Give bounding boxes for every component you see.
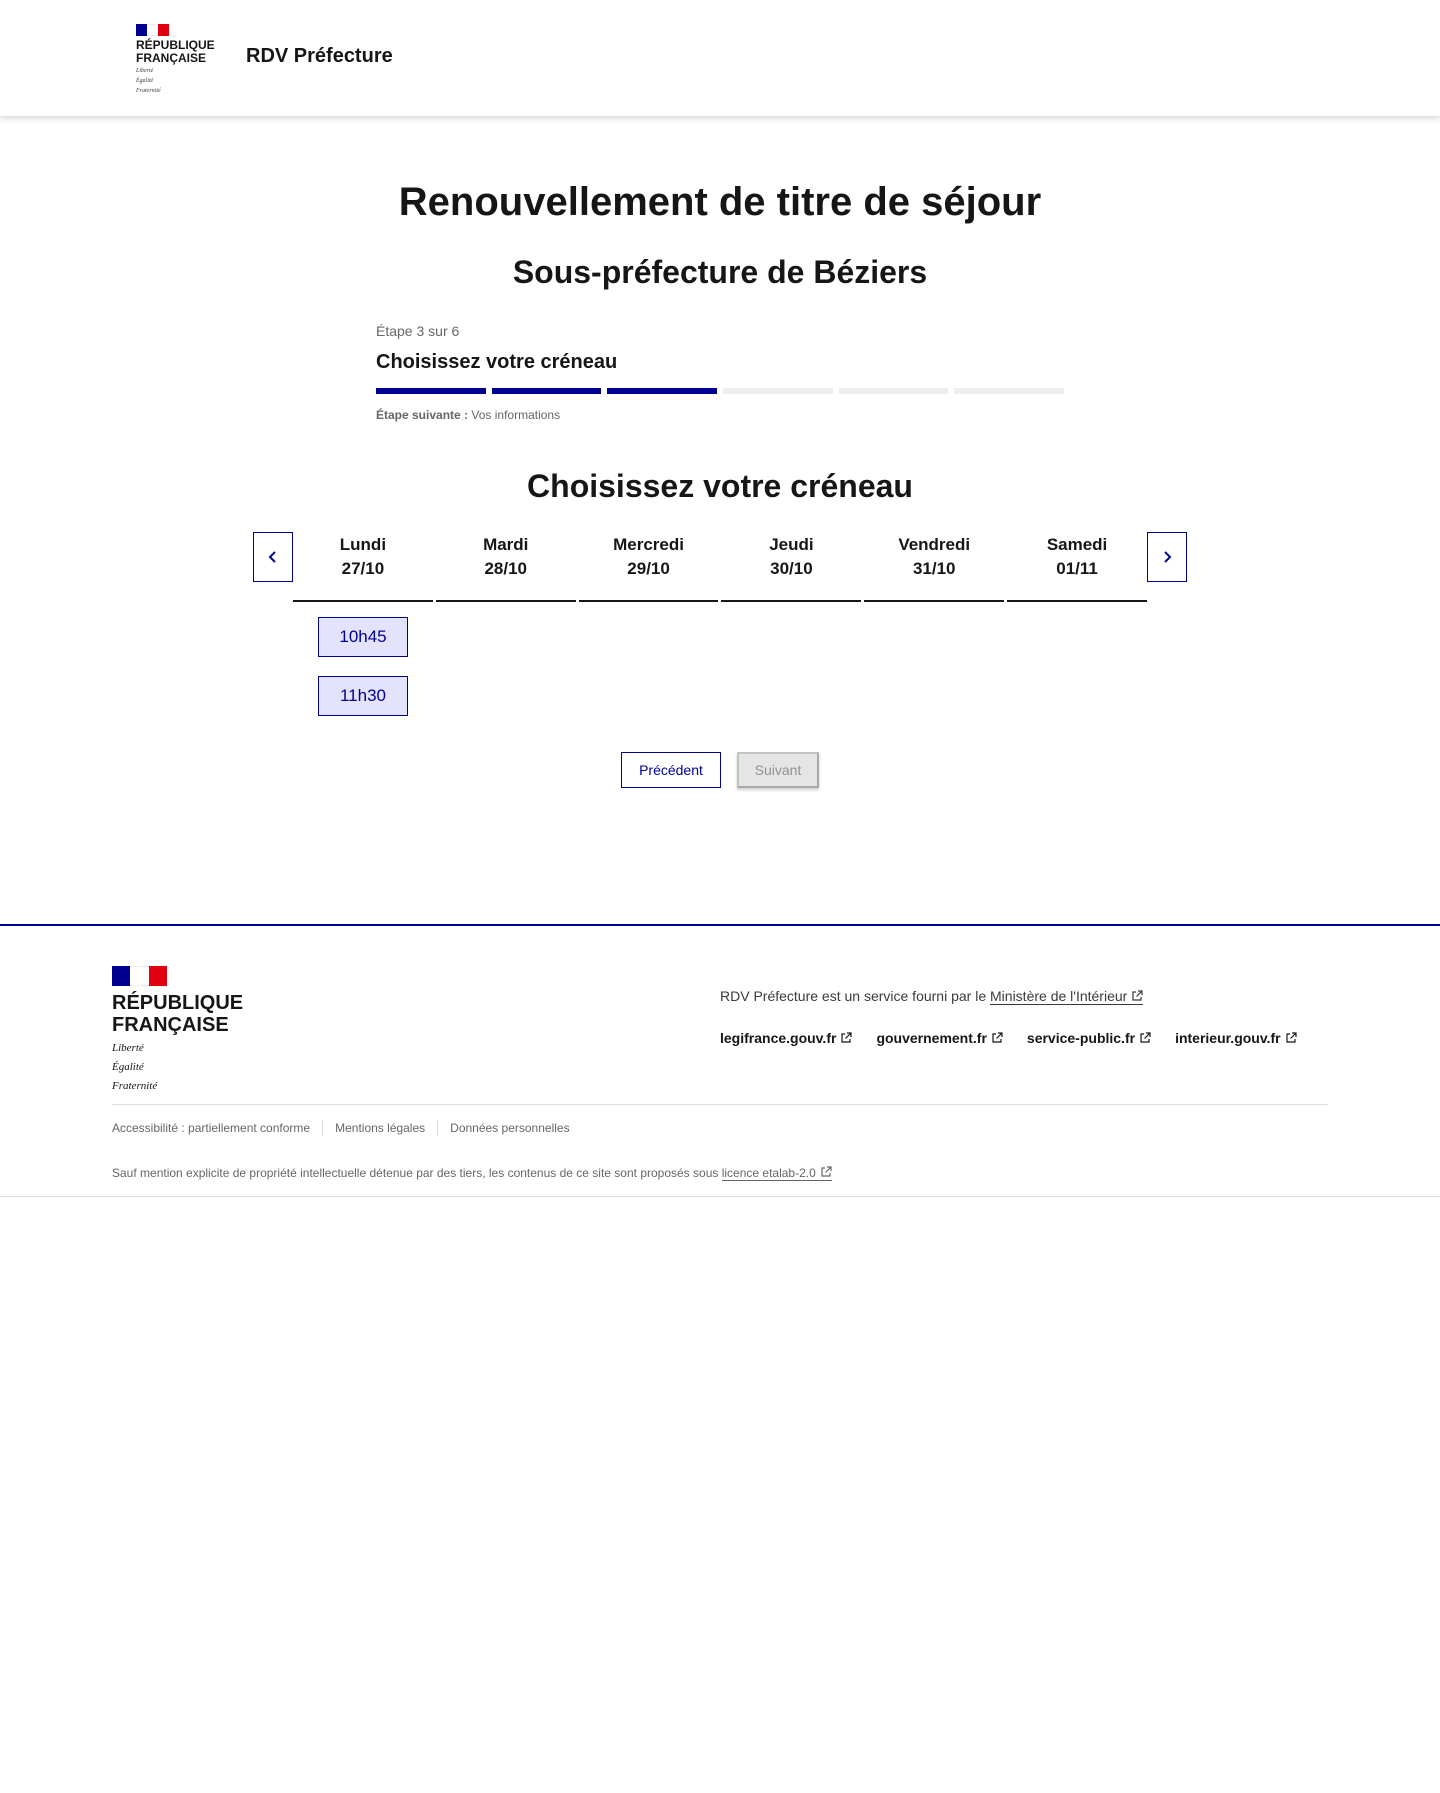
page-subtitle: Sous-préfecture de Béziers	[512, 254, 928, 290]
stepper-current-title: Choisissez votre créneau	[376, 351, 618, 373]
interieur-link[interactable]	[1175, 1030, 1297, 1046]
footer-divider	[112, 1104, 1328, 1105]
day-column-1	[436, 532, 576, 602]
accessibility-link[interactable]: Accessibilité : partiellement conforme	[112, 1121, 311, 1135]
day-date: 30/10	[770, 559, 813, 578]
stepper-progress	[376, 388, 1064, 394]
stepper-bar-1	[376, 388, 486, 394]
footer-description	[720, 988, 1143, 1004]
service-public-link-label: service-public.fr	[1026, 1030, 1136, 1046]
day-name: Samedi	[1046, 535, 1108, 554]
etalab-license-link[interactable]	[722, 1166, 832, 1181]
external-link-icon	[1285, 1032, 1297, 1044]
chevron-right-icon	[1161, 551, 1173, 563]
footer-republique-francaise-logo[interactable]	[112, 966, 262, 1093]
day-date: 01/11	[1056, 559, 1098, 578]
day-date: 31/10	[912, 559, 956, 578]
footer-bottom-links	[112, 1120, 570, 1136]
footer-desc-text: RDV Préfecture est un service fourni par le	[720, 988, 987, 1004]
footer-gov-links	[720, 1030, 1297, 1046]
day-name: Mercredi	[613, 535, 684, 554]
external-link-icon	[1139, 1032, 1151, 1044]
legifrance-link[interactable]	[720, 1030, 852, 1046]
day-column-2	[579, 532, 719, 602]
stepper-bar-4	[723, 388, 833, 394]
interieur-link-label: interieur.gouv.fr	[1175, 1030, 1281, 1046]
previous-week-button[interactable]	[253, 532, 293, 582]
stepper-bar-2	[492, 388, 602, 394]
day-name: Mardi	[483, 535, 529, 554]
logo-text-line2: FRANÇAISE	[136, 51, 207, 65]
republique-francaise-logo[interactable]	[136, 24, 216, 95]
footer-motto-liberte: Liberté	[112, 1042, 144, 1054]
stepper-bar-3	[607, 388, 717, 394]
site-footer	[0, 924, 1440, 1197]
personal-data-link[interactable]: Données personnelles	[450, 1121, 570, 1135]
chevron-left-icon	[267, 551, 279, 563]
service-title[interactable]: RDV Préfecture	[246, 45, 393, 67]
stepper-bar-6	[954, 388, 1064, 394]
next-button[interactable]: Suivant	[737, 752, 819, 788]
day-name: Lundi	[339, 535, 387, 554]
legal-notice-link[interactable]: Mentions légales	[335, 1121, 426, 1135]
motto-fraternite: Fraternité	[136, 88, 161, 94]
stepper-state: Étape 3 sur 6	[376, 323, 460, 339]
link-separator	[437, 1120, 438, 1136]
external-link-icon	[820, 1166, 832, 1178]
external-link-icon	[991, 1032, 1003, 1044]
footer-license	[112, 1166, 832, 1180]
logo-text-line1: RÉPUBLIQUE	[136, 38, 215, 52]
previous-button[interactable]: Précédent	[621, 752, 721, 788]
day-column-0	[293, 532, 433, 602]
day-column-5	[1007, 532, 1147, 602]
day-date: 28/10	[484, 559, 528, 578]
etalab-license-label: licence etalab-2.0	[721, 1166, 816, 1180]
legifrance-link-label: legifrance.gouv.fr	[720, 1030, 837, 1046]
link-separator	[322, 1120, 323, 1136]
day-name: Vendredi	[898, 535, 971, 554]
footer-logo-text-line1: RÉPUBLIQUE	[112, 992, 244, 1014]
next-week-button[interactable]	[1147, 532, 1187, 582]
day-date: 29/10	[627, 559, 670, 578]
footer-logo-text-line2: FRANÇAISE	[112, 1014, 229, 1036]
site-header	[0, 0, 1440, 116]
footer-motto-egalite: Égalité	[112, 1061, 144, 1073]
footer-motto-fraternite: Fraternité	[112, 1080, 158, 1092]
external-link-icon	[840, 1032, 852, 1044]
slots-section-title: Choisissez votre créneau	[527, 468, 913, 504]
ministere-link-label: Ministère de l'Intérieur	[990, 988, 1128, 1004]
service-public-link[interactable]	[1027, 1030, 1151, 1046]
day-date: 27/10	[341, 559, 385, 578]
motto-egalite: Égalité	[136, 78, 154, 84]
marianne-flag-icon	[136, 24, 169, 36]
stepper-bar-5	[839, 388, 949, 394]
motto-liberte: Liberté	[136, 68, 154, 74]
day-name: Jeudi	[769, 535, 814, 554]
gouvernement-link-label: gouvernement.fr	[876, 1030, 987, 1046]
time-slot-button[interactable]: 10h45	[318, 617, 408, 657]
external-link-icon	[1131, 990, 1143, 1002]
marianne-flag-icon	[112, 966, 167, 986]
stepper	[376, 323, 1064, 422]
license-text: Sauf mention explicite de propriété intellectuelle détenue par des tiers, les contenus de ce site sont proposés sous	[112, 1166, 719, 1180]
days-header	[293, 532, 1147, 602]
day-column-4	[864, 532, 1004, 602]
ministere-link[interactable]	[990, 988, 1143, 1005]
stepper-next-value: Vos informations	[471, 408, 561, 422]
gouvernement-link[interactable]	[876, 1030, 1002, 1046]
time-slot-button[interactable]: 11h30	[318, 676, 408, 716]
page-title: Renouvellement de titre de séjour	[398, 180, 1042, 224]
stepper-next-label: Étape suivante :	[376, 408, 469, 422]
stepper-next-step	[376, 408, 1064, 422]
day-column-3	[721, 532, 861, 602]
